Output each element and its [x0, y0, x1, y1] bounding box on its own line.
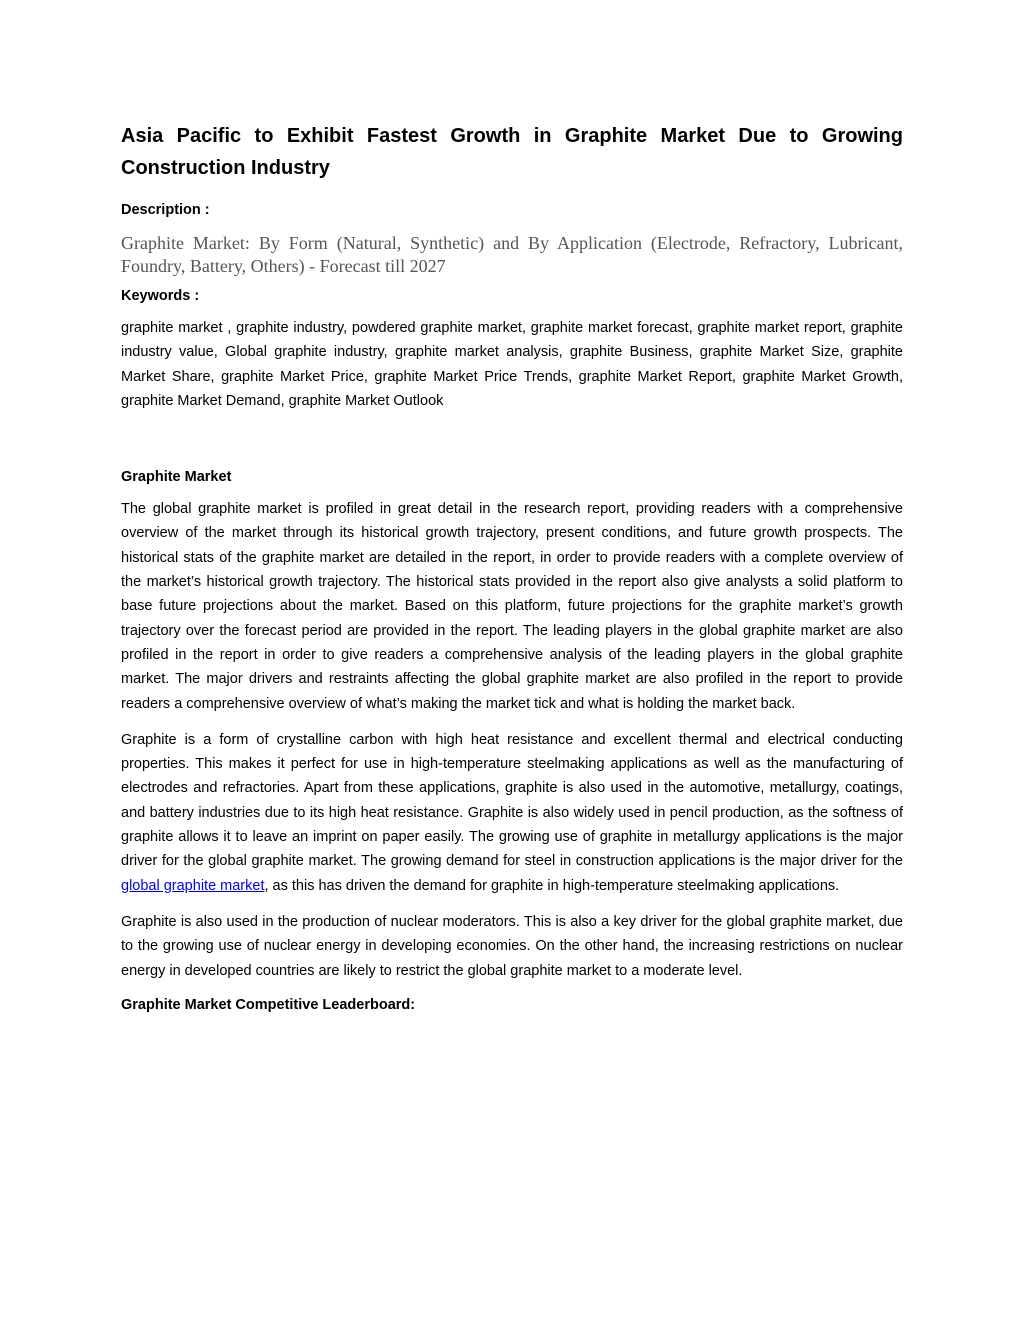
paragraph-nuclear: Graphite is also used in the production of nuclear moderators. This is also a key driver for the global graphite market, due to the growing use of nuclear energy in developing economies. On the other hand, the increasing restrictions on nuclear energy in developed countries are likely to restrict the global graphite market to a moderate level.: [121, 913, 903, 979]
document-page: [121, 120, 903, 1015]
paragraph-overview: The global graphite market is profiled in great detail in the research report, providing readers with a comprehensive overview of the market through its historical growth trajectory, present conditions, and future growth prospects. The historical stats of the graphite market are detailed in the report, in order to provide readers with a complete overview of the market’s historical growth trajectory. The historical stats provided in the report also give analysts a solid platform to base future projections about the market. Based on this platform, future projections for the graphite market’s growth trajectory over the forecast period are provided in the report. The leading players in the global graphite market are also profiled in the report in order to give readers a comprehensive analysis of the leading players in the global graphite market. The major drivers and restraints affecting the global graphite market are also profiled in the report to provide readers a comprehensive overview of what’s making the market tick and what is holding the market back.: [121, 501, 903, 712]
paragraph-graphite-uses-tail: , as this has driven the demand for graphite in high-temperature steelmaking applications.: [264, 877, 840, 894]
global-graphite-market-link[interactable]: global graphite market: [121, 877, 265, 894]
paragraph-graphite-uses-text: Graphite is a form of crystalline carbon with high heat resistance and excellent thermal and electrical conducting properties. This makes it perfect for use in high-temperature steelmaking applications as well as the manufacturing of electrodes and refractories. Apart from these applications, graphite is also used in the automotive, metallurgy, coatings, and battery industries due to its high heat resistance. Graphite is also widely used in pencil production, as the softness of graphite allows it to leave an imprint on paper easily. The growing use of graphite in metallurgy applications is the major driver for the global graphite market. The growing demand for steel in construction applications is the major driver for the: [121, 731, 903, 870]
description-text: Graphite Market: By Form (Natural, Synthetic) and By Application (Electrode, Refractory, Lubricant, Foundry, Battery, Others) - Forecast till 2027: [121, 233, 903, 276]
section-heading: Graphite Market: [121, 469, 232, 486]
keywords-label: Keywords :: [121, 288, 200, 304]
leaderboard-heading: Graphite Market Competitive Leaderboard:: [121, 996, 416, 1013]
keywords-text: graphite market , graphite industry, powdered graphite market, graphite market forecast, graphite market report, graphite industry value, Global graphite industry, graphite market analysis, graphite Business, graphite Market Size, graphite Market Share, graphite Market Price, graphite Market Price Trends, graphite Market Report, graphite Market Growth, graphite Market Demand, graphite Market Outlook: [121, 320, 903, 409]
document-title: Asia Pacific to Exhibit Fastest Growth in Graphite Market Due to Growing Construction Industry: [121, 125, 903, 179]
paragraph-graphite-uses: [121, 728, 903, 898]
description-label: Description :: [121, 202, 210, 218]
